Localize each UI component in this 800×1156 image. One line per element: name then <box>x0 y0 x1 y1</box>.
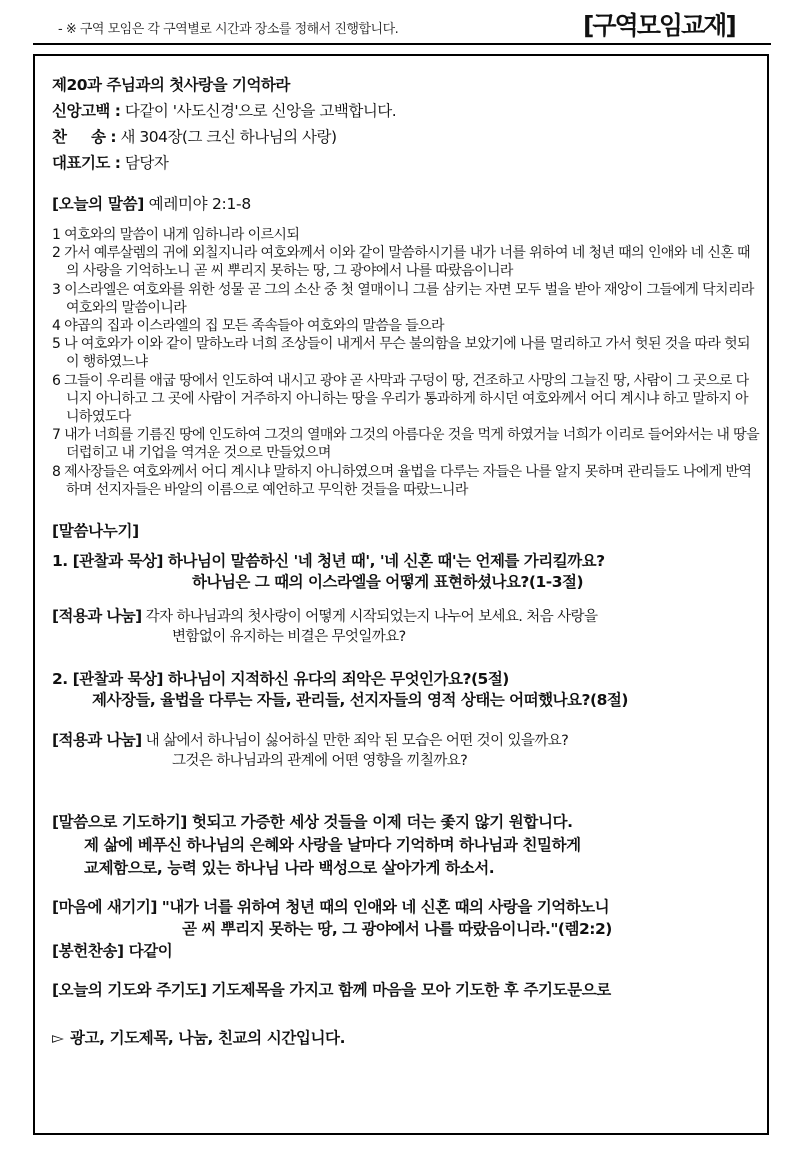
verse-item: 3 이스라엘은 여호와를 위한 성물 곧 그의 소산 중 첫 열매이니 그를 삼키는 자면 모두 벌을 받아 재앙이 그들에게 닥치리라 여호와의 말씀이니라 <box>52 281 754 316</box>
todays-word-reference: 예레미야 2:1-8 <box>144 195 251 213</box>
creed-label: 신앙고백 : <box>52 102 121 120</box>
creed-line <box>52 98 760 124</box>
verse-item: 6 그들이 우리를 애굽 땅에서 인도하여 내시고 광야 곧 사막과 구덩이 땅, 건조하고 사망의 그늘진 땅, 사람이 그 곳으로 다니지 아니하고 그 곳에 사람이 거주하지 아니하는 땅을 우리가 통과하게 하시던 여호와께서 어디 계시냐 하고 말하지 아니하였도다 <box>52 372 749 426</box>
top-note: - ※ 구역 모임은 각 구역별로 시간과 장소를 정해서 진행합니다. <box>58 22 399 37</box>
memorize-line-1: [마음에 새기기] "내가 너를 위하여 청년 때의 인애와 네 신혼 때의 사랑을 기억하노니 <box>52 898 610 917</box>
memorize-line-2: 곧 씨 뿌리지 못하는 땅, 그 광야에서 나를 따랐음이니라."(렘2:2) <box>182 920 612 939</box>
announcement-text: 광고, 기도제목, 나눔, 친교의 시간입니다. <box>70 1029 346 1048</box>
verse-item: 1 여호와의 말씀이 내게 임하니라 이르시되 <box>52 227 300 243</box>
prayer-line-2: 제 삶에 베푸신 하나님의 은혜와 사랑을 날마다 기억하며 하나님과 친밀하게 <box>84 836 581 855</box>
offering-hymn: [봉헌찬송] 다같이 <box>52 942 173 961</box>
question-1 <box>52 551 760 593</box>
prayer-line-1: [말씀으로 기도하기] 헛되고 가증한 세상 것들을 이제 더는 좇지 않기 원합니다. <box>52 813 573 832</box>
prayer-line-3: 교제함으로, 능력 있는 하나님 나라 백성으로 살아가게 하소서. <box>84 859 495 878</box>
verse-item: 2 가서 예루살렘의 귀에 외칠지니라 여호와께서 이와 같이 말씀하시기를 내가 너를 위하여 네 청년 때의 인애와 네 신혼 때의 사랑을 기억하노니 곧 씨 뿌리지 못하는 땅, 그 광야에서 나를 따랐음이니라 <box>52 245 750 280</box>
prayer-leader-value: 담당자 <box>120 154 169 172</box>
verse-list <box>52 226 760 499</box>
hymn-value: 새 304장(그 크신 하나님의 사랑) <box>116 128 337 146</box>
lesson-title: 제20과 주님과의 첫사랑을 기억하라 <box>52 76 290 94</box>
material-badge: [구역모임교재] <box>583 11 735 40</box>
memorize-section <box>52 896 760 940</box>
creed-value: 다같이 '사도신경'으로 신앙을 고백합니다. <box>120 102 397 120</box>
application-2-tag: [적용과 나눔] <box>52 731 142 750</box>
application-1-tag: [적용과 나눔] <box>52 607 142 626</box>
pointing-arrow-icon: ▻ <box>52 1029 64 1048</box>
application-1 <box>52 607 760 647</box>
todays-word-label: [오늘의 말씀] <box>52 195 145 213</box>
lesson-content <box>52 72 760 1048</box>
closing-prayer: [오늘의 기도와 주기도] 기도제목을 가지고 함께 마음을 모아 기도한 후 주기도문으로 <box>52 981 611 1000</box>
question-1-line-2: 하나님은 그 때의 이스라엘을 어떻게 표현하셨나요?(1-3절) <box>192 573 584 592</box>
verse-item: 4 야곱의 집과 이스라엘의 집 모든 족속들아 여호와의 말씀을 들으라 <box>52 318 444 335</box>
verse-item: 7 내가 너희를 기름진 땅에 인도하여 그것의 열매와 그것의 아름다운 것을 먹게 하였거늘 너희가 이리로 들어와서는 내 땅을 더럽히고 내 기업을 역겨운 것으로 만들었으며 <box>52 427 760 462</box>
header-rule <box>33 43 771 45</box>
application-2 <box>52 731 760 771</box>
prayer-leader-line <box>52 150 760 176</box>
question-2-line-1: 2. [관찰과 묵상] 하나님이 지적하신 유다의 죄악은 무엇인가요?(5절) <box>52 670 509 689</box>
sharing-heading: [말씀나누기] <box>52 522 139 541</box>
verse-item: 5 나 여호와가 이와 같이 말하노라 너희 조상들이 내게서 무슨 불의함을 보았기에 나를 멀리하고 가서 헛된 것을 따라 헛되이 행하였느냐 <box>52 336 750 371</box>
question-2-line-2: 제사장들, 율법을 다루는 자들, 관리들, 선지자들의 영적 상태는 어떠했나요?(8절) <box>92 691 628 710</box>
prayer-section <box>52 811 760 880</box>
application-2-line-2: 그것은 하나님과의 관계에 어떤 영향을 끼칠까요? <box>172 752 468 769</box>
prayer-leader-label: 대표기도 : <box>52 154 121 172</box>
announcement <box>52 1026 760 1048</box>
question-2 <box>52 669 760 711</box>
todays-word-heading <box>52 192 760 214</box>
question-1-line-1: 1. [관찰과 묵상] 하나님이 말씀하신 '네 청년 때', '네 신혼 때'는 언제를 가리킬까요? <box>52 552 605 571</box>
verse-item: 8 제사장들은 여호와께서 어디 계시냐 말하지 아니하였으며 율법을 다루는 자들은 나를 알지 못하며 관리들도 나에게 반역하며 선지자들은 바알의 이름으로 예언하고 무익한 것들을 따랐느니라 <box>52 463 752 498</box>
application-1-line-2: 변함없이 유지하는 비결은 무엇일까요? <box>172 628 406 645</box>
hymn-label: 찬 송 : <box>52 128 117 146</box>
application-1-line-1: 각자 하나님과의 첫사랑이 어떻게 시작되었는지 나누어 보세요. 처음 사랑을 <box>141 609 598 626</box>
application-2-line-1: 내 삶에서 하나님이 싫어하실 만한 죄악 된 모습은 어떤 것이 있을까요? <box>141 733 569 750</box>
hymn-line <box>52 124 760 150</box>
